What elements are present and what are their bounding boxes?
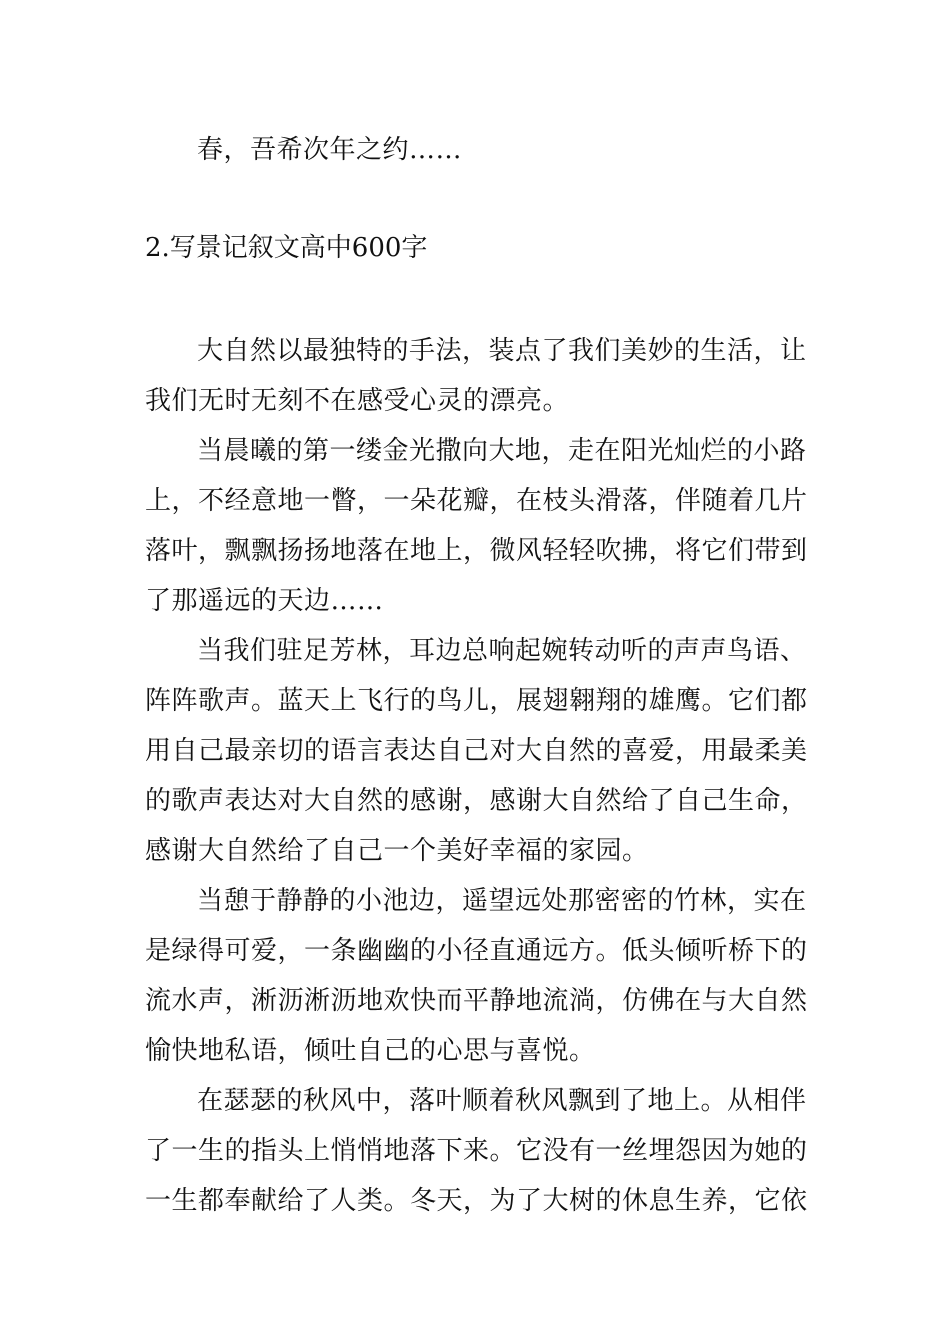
paragraph-line: 当晨曦的第一缕金光撒向大地，走在阳光灿烂的小路 (197, 436, 807, 466)
paragraph-line: 一生都奉献给了人类。冬天，为了大树的休息生养，它依 (145, 1186, 808, 1216)
paragraph-line: 是绿得可爱，一条幽幽的小径直通远方。低头倾听桥下的 (145, 936, 808, 966)
paragraph-line: 当我们驻足芳林，耳边总响起婉转动听的声声鸟语、 (197, 636, 807, 666)
paragraph-line: 阵阵歌声。蓝天上飞行的鸟儿，展翅翱翔的雄鹰。它们都 (145, 686, 808, 716)
paragraph-line: 上，不经意地一瞥，一朵花瓣，在枝头滑落，伴随着几片 (145, 486, 808, 516)
paragraph-line: 落叶，飘飘扬扬地落在地上，微风轻轻吹拂，将它们带到 (145, 536, 808, 566)
paragraph-line: 我们无时无刻不在感受心灵的漂亮。 (145, 386, 570, 416)
paragraph-line: 的歌声表达对大自然的感谢，感谢大自然给了自己生命， (145, 786, 808, 816)
intro-line: 春，吾希次年之约…… (197, 135, 463, 165)
paragraph-line: 大自然以最独特的手法，装点了我们美妙的生活，让 (197, 336, 807, 366)
paragraph-line: 感谢大自然给了自己一个美好幸福的家园。 (145, 836, 649, 866)
paragraph-line: 在瑟瑟的秋风中，落叶顺着秋风飘到了地上。从相伴 (197, 1086, 807, 1116)
paragraph-line: 愉快地私语，倾吐自己的心思与喜悦。 (145, 1036, 596, 1066)
paragraph-line: 了一生的指头上悄悄地落下来。它没有一丝埋怨因为她的 (145, 1136, 808, 1166)
paragraph-line: 流水声，淅沥淅沥地欢快而平静地流淌，仿佛在与大自然 (145, 986, 808, 1016)
paragraph-line: 当憩于静静的小池边，遥望远处那密密的竹林，实在 (197, 886, 807, 916)
paragraph-line: 用自己最亲切的语言表达自己对大自然的喜爱，用最柔美 (145, 736, 808, 766)
paragraph-line: 了那遥远的天边…… (145, 586, 384, 616)
section-heading: 2.写景记叙文高中600字 (145, 233, 428, 263)
